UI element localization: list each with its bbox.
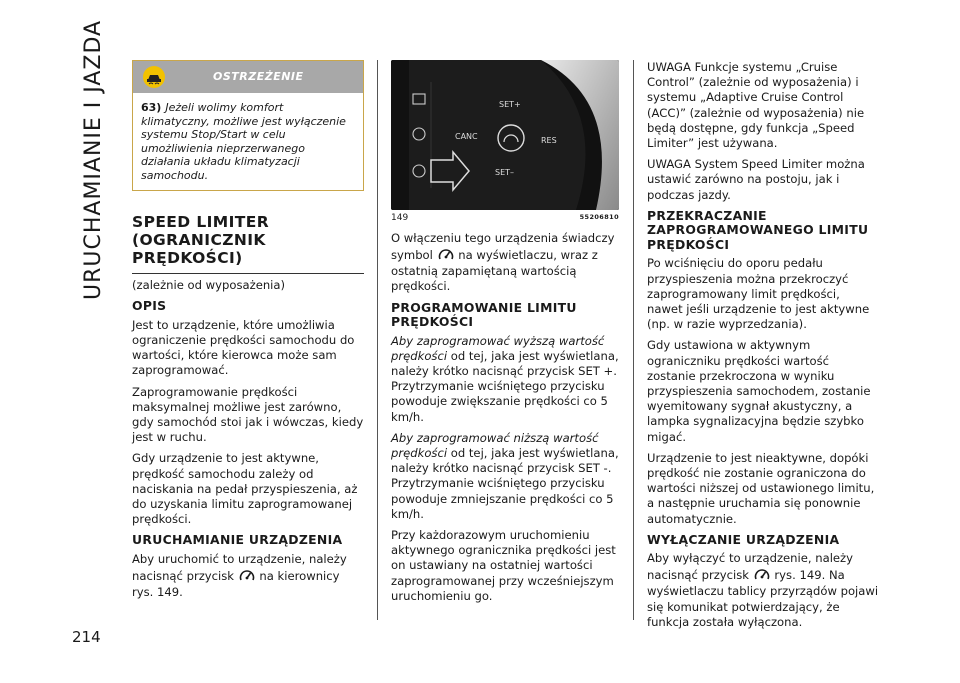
figure-caption <box>391 213 619 223</box>
heading-start: URUCHAMIANIE URZĄDZENIA <box>132 532 343 548</box>
warning-title: OSTRZEŻENIE <box>213 70 304 83</box>
program-down-paragraph <box>391 431 619 522</box>
program-each-paragraph: Przy każdorazowym uruchomieniu aktywnego ogranicznika prędkości jest on ustawiany na ostatniej wartości zaprogramowanej przy wcześniejszym uruchomieniu go. <box>391 528 616 603</box>
column-divider <box>633 60 634 620</box>
exceed-paragraph-1: Po wciśnięciu do oporu pedału przyspieszenia można przekroczyć zaprogramowany limit prędkości, nawet jeśli urządzenie to jest aktywne (np. w razie wyprzedzania). <box>647 256 870 332</box>
warning-car-icon <box>143 66 165 88</box>
warning-body <box>133 93 363 190</box>
page-number: 214 <box>72 628 101 646</box>
figure-label-res: RES <box>541 136 557 145</box>
program-down-text: od tej, jaka jest wyświetlana, należy krótko nacisnąć przycisk SET -. Przytrzymanie wciśniętego przycisku powoduje zmniejszanie prędkości co 5 km/h. <box>391 446 619 521</box>
start-text-after: na kierownicy rys. 149. <box>132 569 340 600</box>
col2-paragraph-1 <box>391 231 619 295</box>
off-paragraph <box>647 551 879 630</box>
start-text-before: Aby uruchomić to urządzenie, należy nacisnąć przycisk <box>132 551 347 584</box>
opis-paragraph-1: Jest to urządzenie, które umożliwia ograniczenie prędkości samochodu do wartości, które kierowca może sam zaprogramować. <box>132 317 355 378</box>
start-paragraph <box>132 552 364 600</box>
note-1: UWAGA Funkcje systemu „Cruise Control” (zależnie od wyposażenia) i systemu „Adaptive Cruise Control (ACC)” (zależnie od wyposażenia) nie będą dostępne, gdy funkcja „Speed Limiter” jest używana. <box>647 60 865 151</box>
column-3 <box>647 60 879 636</box>
exceed-paragraph-2: Gdy ustawiona w aktywnym ograniczniku prędkości wartość zostanie przekroczona w wyniku przyspieszenia samochodem, zostanie wyemitowany sygnał akustyczny, a lampka sygnalizacyjna będzie szybko migać. <box>647 338 871 444</box>
exceed-paragraph-3: Urządzenie to jest nieaktywne, dopóki prędkość nie zostanie ograniczona do wartości niższej od ustawionego limitu, a następnie uruchamia się ponownie automatycznie. <box>647 450 875 526</box>
heading-programming: PROGRAMOWANIE LIMITU PRĘDKOŚCI <box>391 299 577 330</box>
heading-opis: OPIS <box>132 298 167 314</box>
heading-exceeding: PRZEKRACZANIE ZAPROGRAMOWANEGO LIMITU PRĘDKOŚCI <box>647 207 869 252</box>
figure-number: 149 <box>391 213 409 223</box>
section-title: SPEED LIMITER (OGRANICZNIK PRĘDKOŚCI) <box>132 213 364 274</box>
figure-label-set-minus: SET– <box>495 168 515 177</box>
symbol-text-after: na wyświetlaczu, wraz z ostatnią zapamiętaną wartością prędkości. <box>391 248 598 294</box>
note-2: UWAGA System Speed Limiter można ustawić zarówno na postoju, jak i podczas jazdy. <box>647 157 865 202</box>
warning-text: Jeżeli wolimy komfort klimatyczny, możliwe jest wyłączenie systemu Stop/Start w celu umożliwienia nieprzerwanego działania układu klimatyzacji samochodu. <box>141 101 346 182</box>
chapter-side-title: URUCHAMIANIE I JAZDA <box>81 19 106 300</box>
column-1 <box>132 60 364 606</box>
column-divider <box>377 60 378 620</box>
opis-paragraph-3: Gdy urządzenie to jest aktywne, prędkość samochodu zależy od naciskania na pedał przyspieszenia, aż do uzyskania limitu zaprogramowanej prędkości. <box>132 451 358 527</box>
warning-number: 63) <box>141 101 162 114</box>
program-up-italic: Aby zaprogramować wyższą wartość prędkości <box>391 333 605 363</box>
column-2 <box>391 60 619 610</box>
heading-off: WYŁĄCZANIE URZĄDZENIA <box>647 531 840 547</box>
warning-header <box>133 61 363 93</box>
speed-limiter-icon <box>753 566 771 584</box>
program-up-paragraph <box>391 334 619 425</box>
program-up-text: od tej, jaka jest wyświetlana, należy krótko nacisnąć przycisk SET +. Przytrzymanie wciśniętego przycisku powoduje zwiększanie prędkości co 5 km/h. <box>391 348 619 424</box>
off-text-before: Aby wyłączyć to urządzenie, należy nacisnąć przycisk <box>647 551 853 583</box>
figure-label-set-plus: SET+ <box>499 100 521 109</box>
warning-box <box>132 60 364 191</box>
off-text-after: rys. 149. Na wyświetlaczu tablicy przyrządów pojawi się komunikat potwierdzający, że funkcja została wyłączona. <box>647 568 879 629</box>
program-down-italic: Aby zaprogramować niższą wartość prędkości <box>391 430 599 461</box>
figure-code: 55206810 <box>579 213 619 221</box>
availability-note: (zależnie od wyposażenia) <box>132 278 286 292</box>
speed-limiter-icon <box>238 567 256 585</box>
figure-label-canc: CANC <box>455 132 478 141</box>
symbol-text-before: O włączeniu tego urządzenia świadczy symbol <box>391 231 615 263</box>
opis-paragraph-2: Zaprogramowanie prędkości maksymalnej możliwe jest zarówno, gdy samochód stoi jak i wówczas, kiedy jest w ruchu. <box>132 384 364 445</box>
steering-wheel-figure <box>391 60 619 210</box>
speed-limiter-icon <box>437 246 455 264</box>
